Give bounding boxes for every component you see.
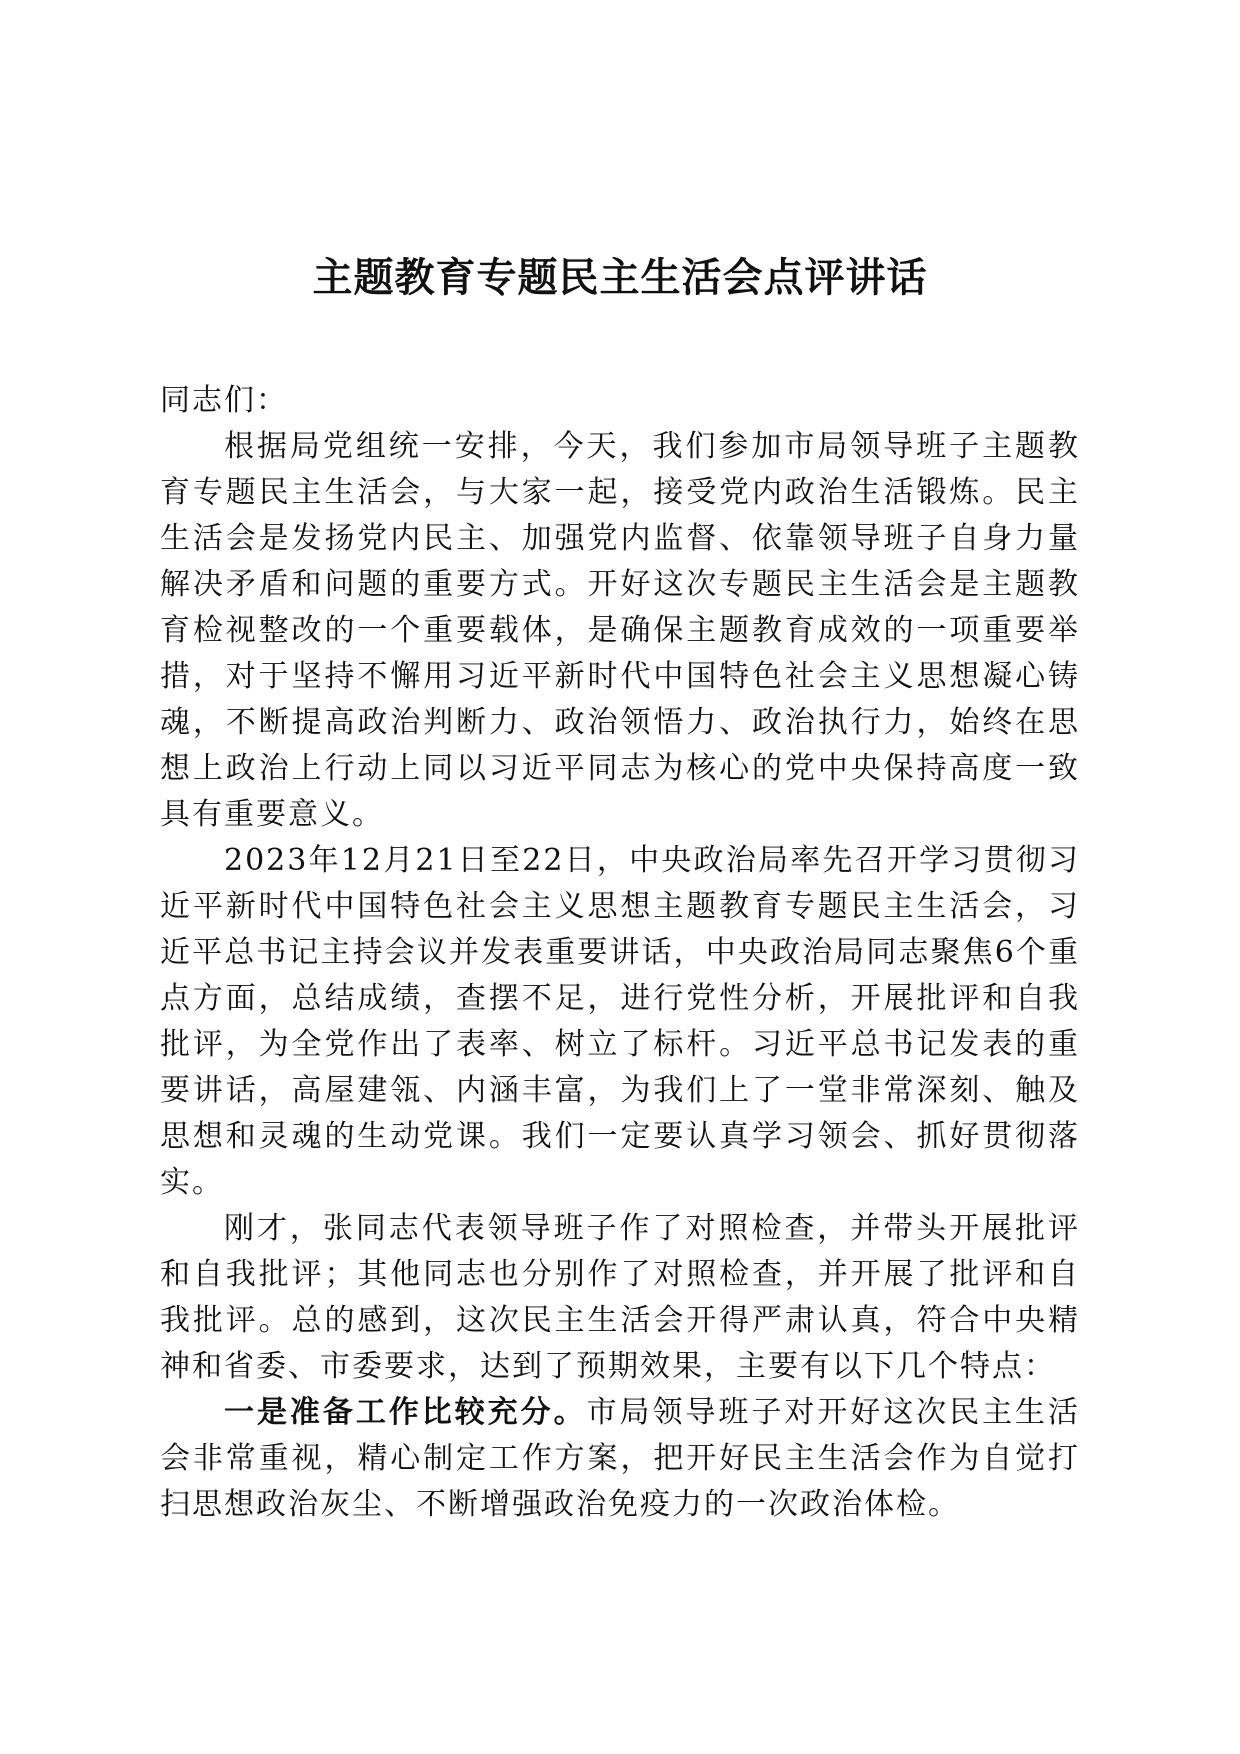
paragraph-text: 市局领导班子对开好这次民主生活会非常重视，精心制定工作方案，把开好民主生活会作为自觉打扫思想政治灰尘、不断增强政治免疫力的一次政治体检。 (160, 1395, 1081, 1522)
paragraph-text: 根据局党组统一安排，今天，我们参加市局领导班子主题教育专题民主生活会，与大家一起，接受党内政治生活锻炼。民主生活会是发扬党内民主、加强党内监督、依靠领导班子自身力量解决矛盾和问题的重要方式。开好这次专题民主生活会是主题教育检视整改的一个重要载体，是确保主题教育成效的一项重要举措，对于坚持不懈用习近平新时代中国特色社会主义思想凝心铸魂，不断提高政治判断力、政治领悟力、政治执行力，始终在思想上政治上行动上同以习近平同志为核心的党中央保持高度一致具有重要意义。 (160, 429, 1080, 832)
paragraph-text: 2023年12月21日至22日，中央政治局率先召开学习贯彻习近平新时代中国特色社会主义思想主题教育专题民主生活会，习近平总书记主持会议并发表重要讲话，中央政治局同志聚焦6个重点方面，总结成绩，查摆不足，进行党性分析，开展批评和自我批评，为全党作出了表率、树立了标杆。习近平总书记发表的重要讲话，高屋建瓴、内涵丰富，为我们上了一堂非常深刻、触及思想和灵魂的生动党课。我们一定要认真学习领会、抓好贯彻落实。 (160, 843, 1080, 1200)
paragraph-4 (160, 1390, 1080, 1528)
document-body (160, 378, 1080, 1528)
paragraph-lead-heading: 一是准备工作比较充分。 (224, 1395, 587, 1430)
paragraph-text: 刚才，张同志代表领导班子作了对照检查，并带头开展批评和自我批评；其他同志也分别作了对照检查，并开展了批评和自我批评。总的感到，这次民主生活会开得严肃认真，符合中央精神和省委、市委要求，达到了预期效果，主要有以下几个特点： (160, 1211, 1080, 1384)
paragraph-3 (160, 1206, 1080, 1390)
paragraph-1 (160, 424, 1080, 838)
paragraph-2 (160, 838, 1080, 1206)
document-title: 主题教育专题民主生活会点评讲话 (312, 255, 928, 301)
salutation: 同志们： (160, 383, 288, 418)
